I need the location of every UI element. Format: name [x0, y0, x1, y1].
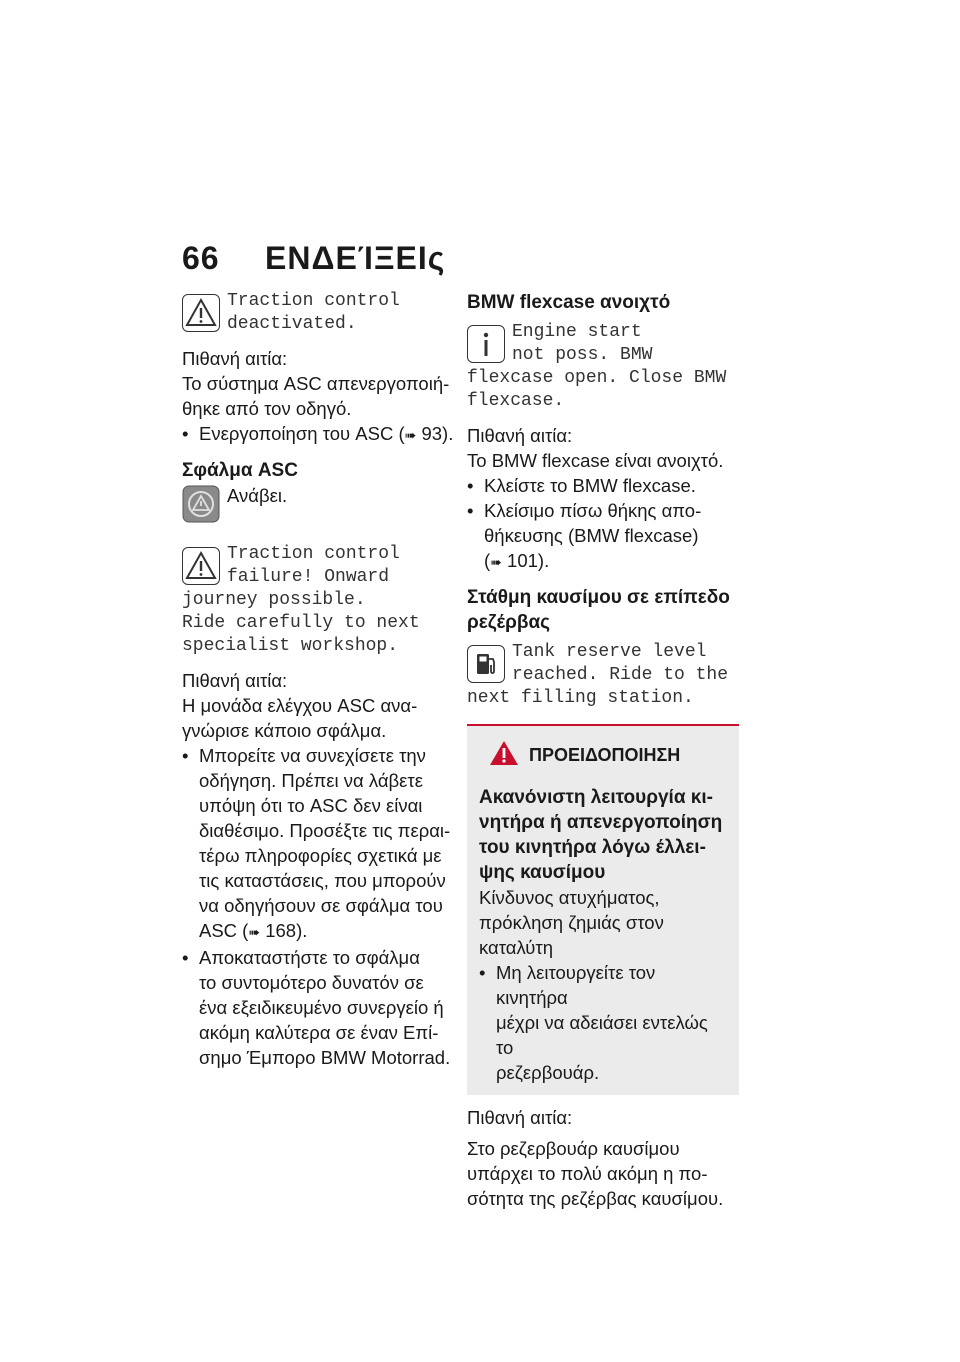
section-heading-asc-failure: Σφάλμα ASC	[182, 460, 298, 481]
page-title: ΕΝΔΕΊΞΕΙς	[265, 240, 446, 276]
bullet-line: μέχρι να αδειάσει εντελώς το	[496, 1012, 708, 1058]
warning-heading: νητήρα ή απενεργοποίηση	[479, 812, 723, 833]
cause-text: σότητα της ρεζέρβας καυσίμου.	[467, 1188, 724, 1209]
warning-title: ΠΡΟΕΙΔΟΠΟΙΗΣΗ	[529, 745, 681, 765]
bullet-line: οδήγηση. Πρέπει να λάβετε	[199, 770, 423, 791]
display-text-line: deactivated.	[227, 314, 357, 334]
right-column	[467, 290, 739, 1211]
bullet-line: • Μπορείτε να συνεχίσετε την	[199, 745, 426, 766]
cause-text: Το σύστημα ASC απενεργοποιή-	[182, 373, 450, 394]
display-text-line: specialist workshop.	[182, 636, 399, 656]
action-bullet	[182, 743, 457, 945]
bullet-text: ASC (	[199, 920, 249, 941]
bullet-line: τέρω πληροφορίες σχετικά με	[199, 845, 442, 866]
bullet-line: να οδηγήσουν σε σφάλμα του	[199, 895, 443, 916]
section-heading-flexcase: BMW flexcase ανοιχτό	[467, 292, 671, 313]
warning-triangle-icon	[182, 547, 220, 585]
display-text-line: journey possible.	[182, 590, 366, 610]
cause-text: Στο ρεζερβουάρ καυσίμου	[467, 1138, 680, 1159]
display-text-line: next filling station.	[467, 688, 694, 708]
action-bullet	[467, 498, 739, 575]
page-ref: 93).	[416, 423, 454, 444]
cause-text: υπάρχει το πολύ ακόμη η πο-	[467, 1163, 708, 1184]
action-bullet	[182, 421, 457, 448]
bullet-line: • Κλείσιμο πίσω θήκης απο-	[484, 500, 702, 521]
display-text-line: Engine start	[512, 322, 642, 342]
warning-bullet	[479, 960, 729, 1085]
cause-text: θηκε από τον οδηγό.	[182, 398, 352, 419]
cause-label: Πιθανή αιτία:	[182, 348, 288, 369]
asc-indicator-block	[182, 483, 457, 533]
display-text-line: failure! Onward	[227, 567, 390, 587]
bullet-line	[199, 918, 457, 945]
warning-heading: Ακανόνιστη λειτουργία κι-	[479, 787, 713, 808]
display-text-line: not poss. BMW	[512, 345, 653, 365]
section-heading-fuel-reserve: Στάθμη καυσίμου σε επίπεδο	[467, 587, 730, 608]
action-bullet: • Κλείστε το BMW flexcase.	[467, 473, 739, 498]
warning-box	[467, 724, 739, 1095]
indicator-state: Ανάβει.	[227, 485, 288, 506]
bullet-line: σημο Έμπορο BMW Motorrad.	[199, 1047, 451, 1068]
message-flexcase-open	[467, 321, 739, 413]
section-heading-fuel-reserve: ρεζέρβας	[467, 612, 551, 633]
page-ref: 168).	[260, 920, 308, 941]
display-text-line: Tank reserve level	[512, 642, 707, 662]
message-traction-failure	[182, 543, 457, 658]
bullet-line: ρεζερβουάρ.	[496, 1062, 600, 1083]
warning-triangle-icon	[182, 294, 220, 332]
display-text-line: flexcase.	[467, 391, 565, 411]
cause-text: γνώρισε κάποιο σφάλμα.	[182, 720, 387, 741]
display-text-line: Traction control	[227, 544, 400, 564]
bullet-line: θήκευσης (BMW flexcase)	[484, 525, 699, 546]
bullet-text: (	[484, 550, 491, 571]
bullet-line: το συντομότερο δυνατόν σε	[199, 972, 424, 993]
page-ref: 101).	[501, 550, 550, 571]
bullet-line: ακόμη καλύτερα σε έναν Επί-	[199, 1022, 439, 1043]
bullet-line: ένα εξειδικευμένο συνεργείο ή	[199, 997, 444, 1018]
message-fuel-reserve	[467, 641, 739, 710]
display-text-line: Traction control	[227, 291, 400, 311]
warning-heading: ψης καυσίμου	[479, 862, 606, 883]
page-ref-arrow-icon: ➠	[404, 427, 417, 443]
bullet-text: Ενεργοποίηση του ASC (	[199, 423, 405, 444]
page-ref-arrow-icon: ➠	[248, 924, 261, 940]
info-icon	[467, 325, 505, 363]
fuel-pump-icon	[467, 645, 505, 683]
display-text-line: flexcase open. Close BMW	[467, 368, 727, 388]
bullet-line: τις καταστάσεις, που μπορούν	[199, 870, 446, 891]
cause-label: Πιθανή αιτία:	[467, 425, 573, 446]
warning-text: καταλύτη	[479, 937, 553, 958]
warning-triangle-icon	[489, 740, 519, 771]
bullet-line: υπόψη ότι το ASC δεν είναι	[199, 795, 423, 816]
cause-text: Το BMW flexcase είναι ανοιχτό.	[467, 450, 724, 471]
bullet-line: • Μη λειτουργείτε τον κινητήρα	[496, 962, 656, 1008]
warning-text: πρόκληση ζημιάς στον	[479, 912, 664, 933]
display-text-line: reached. Ride to the	[512, 665, 729, 685]
message-traction-deactivated	[182, 290, 457, 336]
action-bullet	[182, 945, 457, 1070]
cause-label: Πιθανή αιτία:	[467, 1107, 573, 1128]
warning-text: Κίνδυνος ατυχήματος,	[479, 887, 660, 908]
warning-header	[489, 740, 729, 771]
cause-text: Η μονάδα ελέγχου ASC ανα-	[182, 695, 418, 716]
warning-heading: του κινητήρα λόγω έλλει-	[479, 837, 706, 858]
cause-label: Πιθανή αιτία:	[182, 670, 288, 691]
page-number: 66	[182, 240, 220, 276]
asc-warning-light-icon	[182, 485, 220, 523]
display-text-line: Ride carefully to next	[182, 613, 420, 633]
page-ref-arrow-icon: ➠	[490, 554, 502, 570]
bullet-line: • Αποκαταστήστε το σφάλμα	[199, 947, 420, 968]
bullet-line	[484, 548, 739, 575]
bullet-line: διαθέσιμο. Προσέξτε τις περαι-	[199, 820, 451, 841]
left-column	[182, 290, 457, 1070]
